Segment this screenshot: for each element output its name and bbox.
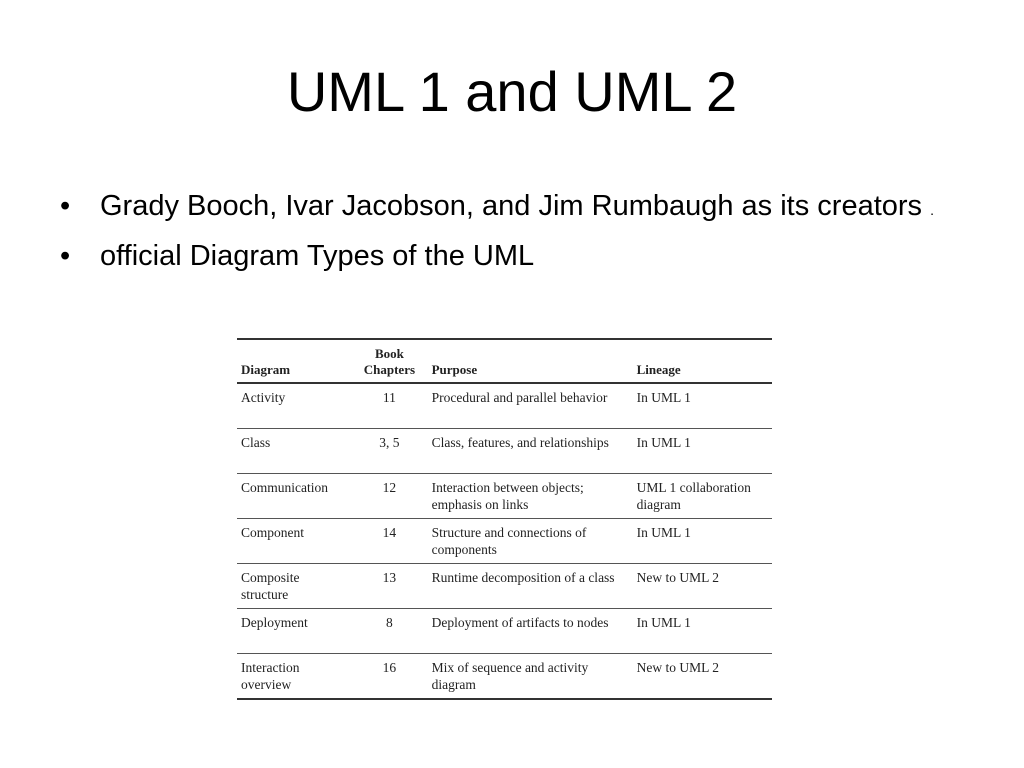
cell-purpose: Runtime decomposition of a class xyxy=(428,564,633,609)
table-header-row xyxy=(237,339,772,383)
cell-purpose: Deployment of artifacts to nodes xyxy=(428,609,633,654)
cell-chapters: 11 xyxy=(351,383,427,429)
cell-diagram: Class xyxy=(237,429,351,474)
header-book-chapters-line2: Chapters xyxy=(363,362,416,377)
cell-diagram: Communication xyxy=(237,474,351,519)
bullet-marker: • xyxy=(60,190,71,222)
cell-purpose: Class, features, and relationships xyxy=(428,429,633,474)
cell-purpose: Procedural and parallel behavior xyxy=(428,383,633,429)
header-purpose: Purpose xyxy=(428,339,633,383)
bullet-marker: • xyxy=(60,240,71,272)
cell-lineage: In UML 1 xyxy=(633,429,772,474)
bullet-text: official Diagram Types of the UML xyxy=(100,240,535,272)
bullet-item xyxy=(60,188,980,228)
bullet-list xyxy=(60,188,980,284)
cell-chapters: 14 xyxy=(351,519,427,564)
bullet-text: Grady Booch, Ivar Jacobson, and Jim Rumbaugh as its creators xyxy=(100,190,923,222)
table-row xyxy=(237,519,772,564)
cell-diagram: Deployment xyxy=(237,609,351,654)
cell-diagram: Composite structure xyxy=(237,564,351,609)
cell-lineage: In UML 1 xyxy=(633,519,772,564)
bullet-item xyxy=(60,238,980,274)
table-row xyxy=(237,474,772,519)
header-book-chapters xyxy=(351,339,427,383)
cell-lineage: In UML 1 xyxy=(633,383,772,429)
cell-diagram: Interaction overview xyxy=(241,660,300,692)
cell-chapters: 8 xyxy=(351,609,427,654)
cell-chapters: 13 xyxy=(351,564,427,609)
header-diagram: Diagram xyxy=(237,339,351,383)
cell-lineage: New to UML 2 xyxy=(636,660,719,675)
cell-lineage: New to UML 2 xyxy=(633,564,772,609)
cell-diagram: Activity xyxy=(237,383,351,429)
cell-lineage: In UML 1 xyxy=(633,609,772,654)
cell-chapters: 3, 5 xyxy=(351,429,427,474)
table-row xyxy=(237,609,772,654)
cell-purpose: Interaction between objects; emphasis on links xyxy=(428,474,633,519)
cell-chapters: 12 xyxy=(351,474,427,519)
cell-purpose: Mix of sequence and activity diagram xyxy=(431,660,589,692)
header-lineage: Lineage xyxy=(633,339,772,383)
table-row xyxy=(237,564,772,609)
header-book-chapters-line1: Book xyxy=(374,346,404,361)
slide-title: UML 1 and UML 2 xyxy=(286,60,738,123)
diagram-types-table xyxy=(237,338,772,700)
table-row xyxy=(237,383,772,429)
cell-diagram: Component xyxy=(237,519,351,564)
bullet-suffix: . xyxy=(930,202,935,218)
diagram-types-table-image xyxy=(237,338,772,708)
cell-chapters: 16 xyxy=(382,660,397,675)
cell-lineage: UML 1 collaboration diagram xyxy=(633,474,772,519)
table-row xyxy=(237,654,772,700)
cell-purpose: Structure and connections of components xyxy=(428,519,633,564)
table-row xyxy=(237,429,772,474)
